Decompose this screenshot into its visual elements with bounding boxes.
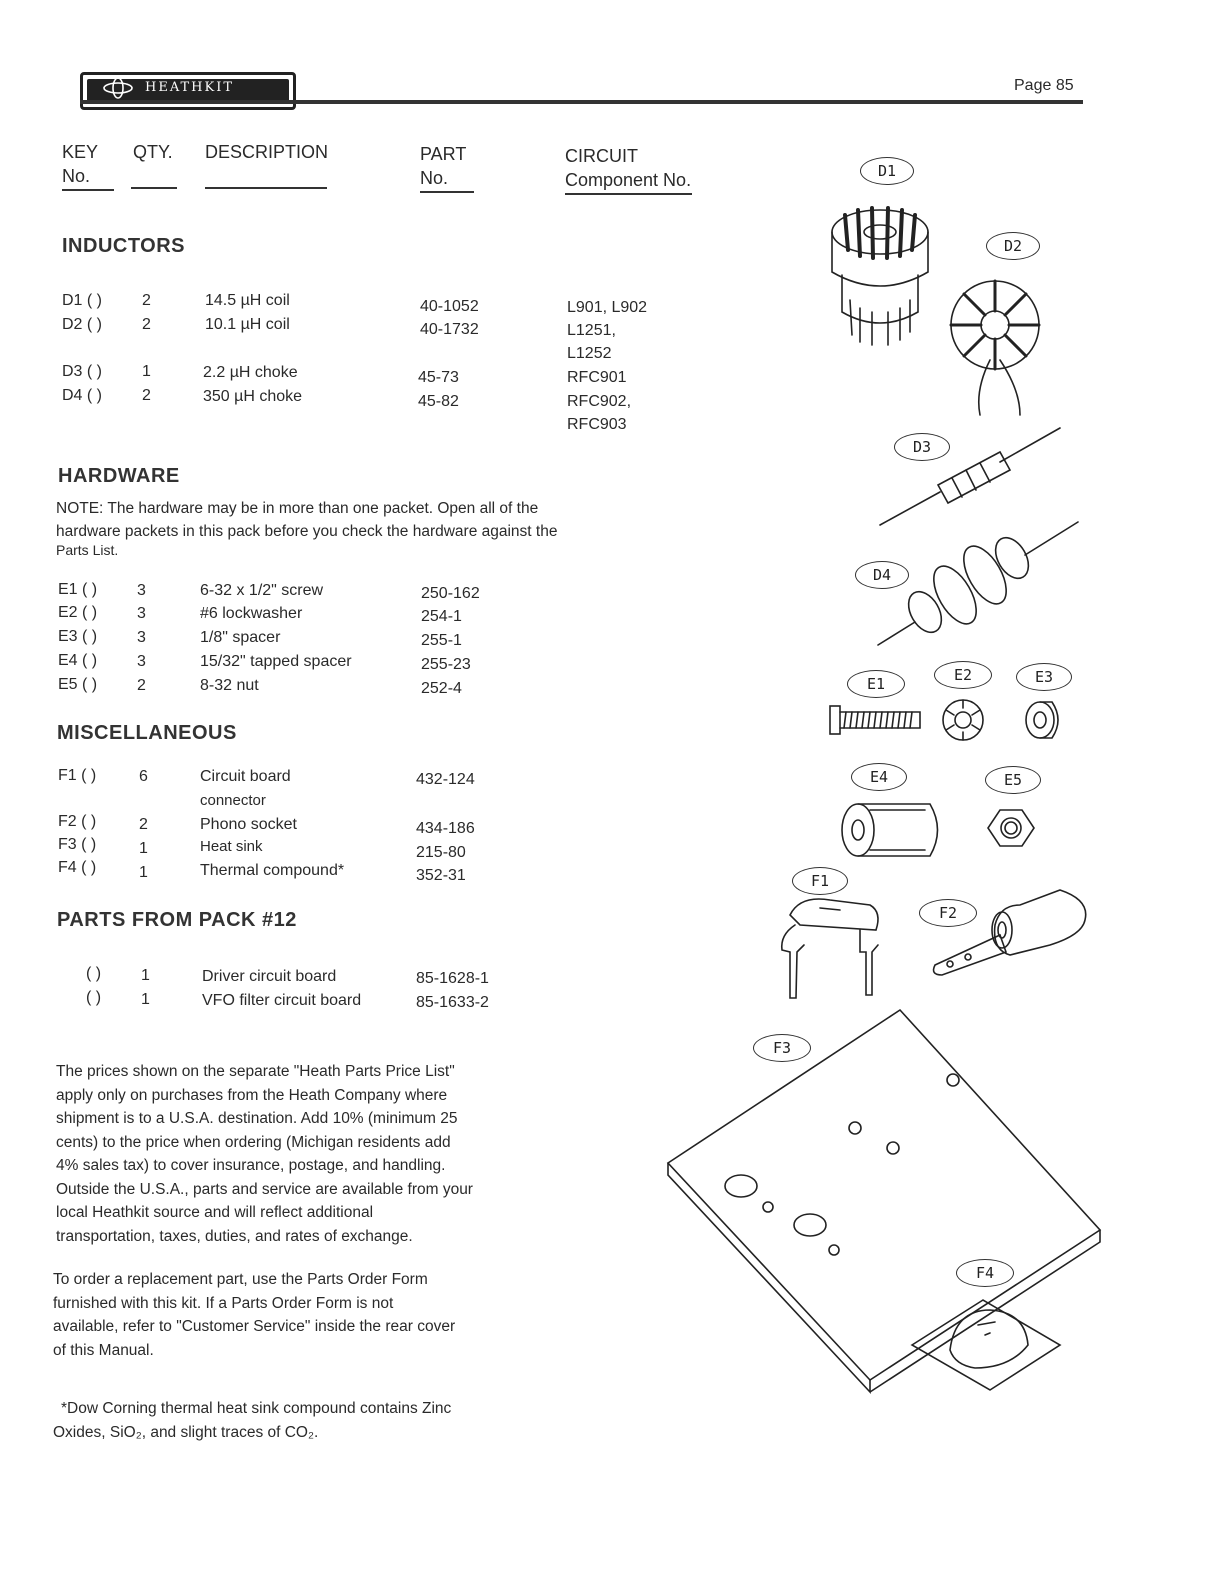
paragraph-line: The prices shown on the separate "Heath Parts Price List" (56, 1063, 455, 1080)
misc-part: 352-31 (416, 867, 466, 884)
figure-label-d3: D3 (894, 433, 950, 461)
toroid-coil-d2-drawing (951, 281, 1039, 415)
heat-sink-f3-drawing (668, 1010, 1100, 1392)
figure-label-f1: F1 (792, 867, 848, 895)
section-miscellaneous: MISCELLANEOUS (57, 722, 237, 744)
inductor-circuit: L1251, (567, 322, 616, 339)
hardware-note-line: NOTE: The hardware may be in more than one packet. Open all of the (56, 500, 539, 517)
hardware-note-line: hardware packets in this pack before you check the hardware against the (56, 523, 558, 540)
paragraph-line: local Heathkit source and will reflect additional (56, 1204, 374, 1221)
hardware-qty: 3 (137, 582, 146, 599)
misc-qty: 6 (139, 768, 148, 785)
figure-label-f3: F3 (753, 1034, 811, 1062)
inductor-qty: 2 (142, 316, 151, 333)
pack12-desc: Driver circuit board (202, 968, 337, 985)
misc-key: F2 ( ) (58, 813, 97, 830)
figure-label-e5: E5 (985, 766, 1041, 794)
figure-label-f4: F4 (956, 1259, 1014, 1287)
paragraph-line: cents) to the price when ordering (Michigan residents add (56, 1133, 451, 1151)
hardware-desc: 8-32 nut (200, 677, 259, 694)
col-circuit-no: Component No. (565, 168, 692, 195)
col-desc: DESCRIPTION (205, 142, 329, 162)
pack12-desc: VFO filter circuit board (202, 992, 362, 1009)
col-circuit: CIRCUIT (565, 146, 638, 166)
misc-desc: Phono socket (200, 816, 297, 833)
figure-label-f2: F2 (919, 899, 977, 927)
hardware-part: 250-162 (421, 585, 480, 602)
paragraph-line: To order a replacement part, use the Parts Order Form (53, 1271, 428, 1288)
pack12-qty: 1 (141, 991, 150, 1008)
hardware-qty: 3 (137, 605, 146, 622)
hardware-key: E4 ( ) (58, 652, 98, 669)
figure-label-d1: D1 (860, 157, 914, 185)
paragraph-line: furnished with this kit. If a Parts Order Form is not (53, 1294, 394, 1312)
inductor-qty: 2 (142, 292, 151, 309)
col-key: KEY (62, 142, 99, 162)
hardware-desc: 1/8" spacer (200, 629, 281, 646)
hardware-part: 254-1 (421, 608, 462, 625)
phono-socket-f2-drawing (934, 890, 1086, 975)
toroid-coil-d1-drawing (832, 208, 928, 345)
inductor-circuit-cont: L1252 (567, 345, 612, 362)
thermal-compound-f4-drawing (912, 1300, 1060, 1390)
section-inductors: INDUCTORS (62, 235, 186, 257)
misc-part: 432-124 (416, 771, 475, 788)
footnote-line: *Dow Corning thermal heat sink compound contains Zinc (61, 1400, 452, 1417)
hardware-key: E1 ( ) (58, 581, 98, 598)
inductor-key: D3 ( ) (62, 363, 102, 380)
choke-d4-drawing (878, 522, 1078, 645)
footnote-line: Oxides, SiO₂, and slight traces of CO₂. (53, 1423, 319, 1441)
hardware-part: 255-1 (421, 632, 462, 649)
inductor-key: D1 ( ) (62, 292, 102, 309)
figure-label-e3: E3 (1016, 663, 1072, 691)
hardware-qty: 3 (137, 653, 146, 670)
misc-qty: 1 (139, 864, 148, 881)
section-pack12: PARTS FROM PACK #12 (57, 909, 297, 931)
hardware-note-line: Parts List. (56, 542, 119, 558)
hardware-qty: 2 (137, 677, 146, 694)
figure-label-e1: E1 (847, 670, 905, 698)
nut-e5-drawing (988, 810, 1034, 846)
inductor-part: 45-82 (418, 393, 459, 410)
paragraph-line: of this Manual. (53, 1341, 154, 1359)
inductor-qty: 2 (142, 387, 151, 404)
hardware-key: E5 ( ) (58, 676, 98, 693)
misc-desc: Thermal compound* (200, 862, 345, 879)
inductor-circuit: L901, L902 (567, 299, 648, 316)
inductor-desc: 14.5 µH coil (205, 292, 290, 309)
misc-desc: Heat sink (200, 838, 263, 855)
inductor-circuit: RFC901 (567, 369, 627, 386)
inductor-desc: 350 µH choke (203, 388, 303, 405)
hardware-part: 252-4 (421, 680, 462, 697)
misc-qty: 1 (139, 840, 148, 857)
pack12-part: 85-1628-1 (416, 970, 489, 987)
logo-wordmark: HEATHKIT (87, 79, 289, 103)
screw-e1-drawing (830, 706, 920, 734)
inductor-part: 40-1732 (420, 321, 479, 338)
pack12-key: ( ) (86, 965, 102, 982)
paragraph-line: transportation, taxes, duties, and rates of exchange. (56, 1227, 413, 1245)
inductor-part: 45-73 (418, 369, 459, 386)
hardware-desc: 15/32" tapped spacer (200, 653, 352, 670)
tapped-spacer-e4-drawing (842, 804, 938, 856)
paragraph-line: shipment is to a U.S.A. destination. Add 10% (minimum 25 (56, 1110, 458, 1127)
paragraph-line: Outside the U.S.A., parts and service are available from your (56, 1180, 473, 1198)
misc-qty: 2 (139, 816, 148, 833)
paragraph-line: available, refer to "Customer Service" inside the rear cover (53, 1318, 456, 1335)
misc-desc-cont: connector (200, 792, 266, 809)
pack12-qty: 1 (141, 967, 150, 984)
figure-label-d4: D4 (855, 561, 909, 589)
section-hardware: HARDWARE (58, 465, 180, 487)
pack12-key: ( ) (86, 989, 102, 1006)
misc-key: F3 ( ) (58, 836, 97, 853)
misc-part: 215-80 (416, 844, 466, 861)
hardware-part: 255-23 (421, 656, 471, 673)
misc-desc: Circuit board (200, 768, 291, 785)
inductor-circuit: RFC902, (567, 393, 632, 410)
inductor-key: D2 ( ) (62, 316, 102, 333)
hardware-desc: #6 lockwasher (200, 605, 303, 622)
figure-label-e4: E4 (851, 763, 907, 791)
inductor-circuit-cont: RFC903 (567, 416, 627, 433)
col-qty: QTY. (133, 142, 173, 162)
inductor-desc: 10.1 µH coil (205, 316, 290, 333)
figure-label-d2: D2 (986, 232, 1040, 260)
col-part: PART (420, 144, 467, 164)
inductor-qty: 1 (142, 363, 151, 380)
hardware-qty: 3 (137, 629, 146, 646)
logo-atom-icon (104, 78, 132, 98)
misc-key: F4 ( ) (58, 859, 97, 876)
hardware-desc: 6-32 x 1/2" screw (200, 582, 324, 599)
hardware-key: E2 ( ) (58, 604, 98, 621)
choke-d3-drawing (880, 428, 1060, 525)
inductor-key: D4 ( ) (62, 387, 102, 404)
col-part-no: No. (420, 166, 474, 193)
inductor-part: 40-1052 (420, 298, 479, 315)
paragraph-line: apply only on purchases from the Heath Company where (56, 1086, 448, 1104)
board-connector-f1-drawing (782, 899, 878, 998)
lockwasher-e2-drawing (943, 700, 983, 740)
inductor-desc: 2.2 µH choke (203, 364, 298, 381)
col-key-no: No. (62, 164, 114, 191)
paragraph-line: 4% sales tax) to cover insurance, postage, and handling. (56, 1157, 446, 1174)
misc-part: 434-186 (416, 820, 475, 837)
pack12-part: 85-1633-2 (416, 994, 489, 1011)
figure-label-e2: E2 (934, 661, 992, 689)
page-number: Page 85 (1014, 77, 1074, 94)
misc-key: F1 ( ) (58, 767, 97, 784)
hardware-key: E3 ( ) (58, 628, 98, 645)
spacer-e3-drawing (1026, 702, 1058, 738)
